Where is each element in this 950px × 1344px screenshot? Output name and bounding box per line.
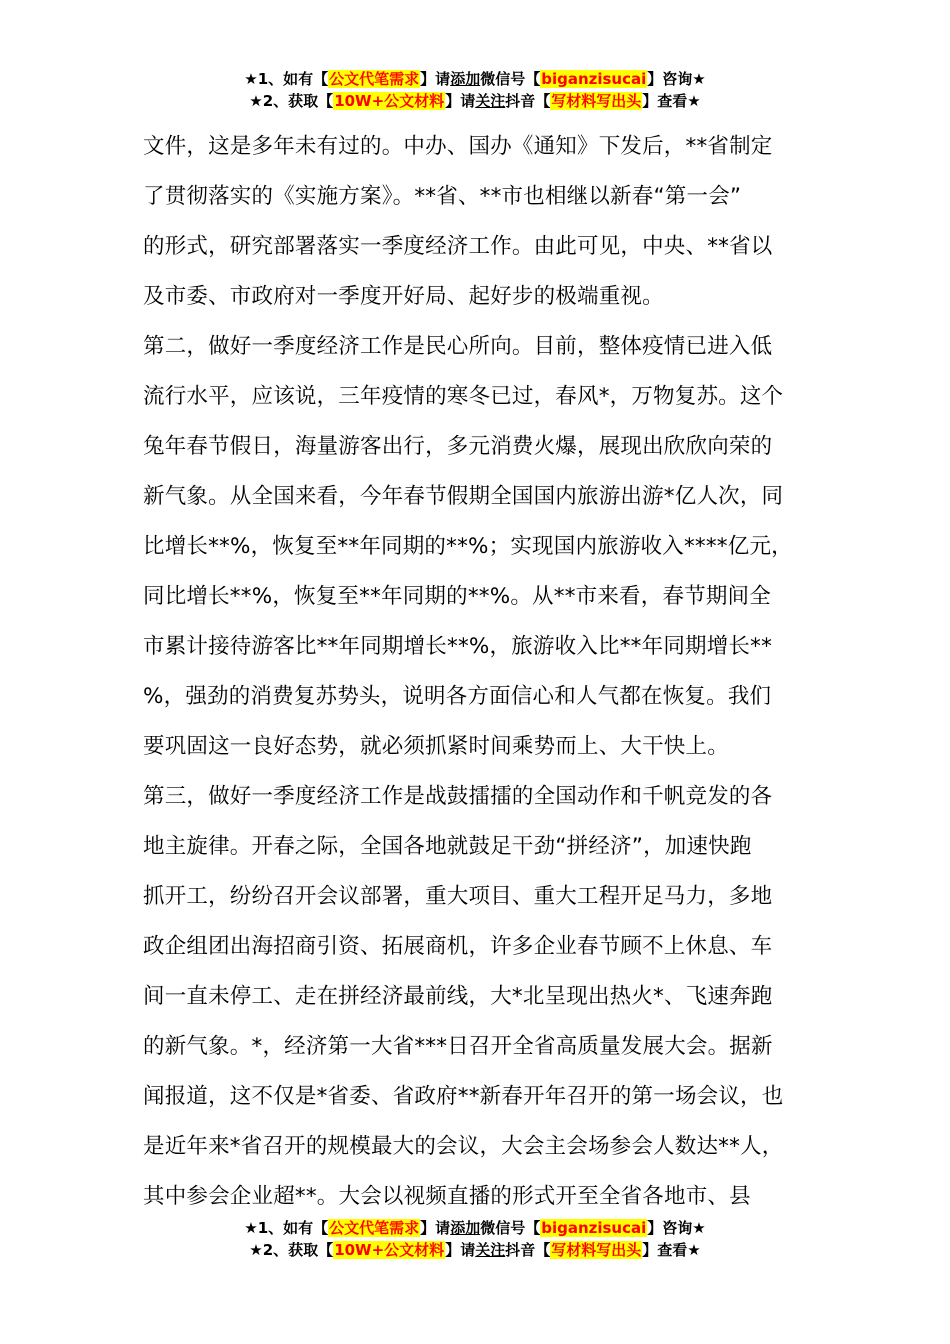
promo-highlight: 写材料写出头	[551, 1241, 642, 1259]
promo-line-1	[0, 1217, 950, 1239]
promo-line-1	[0, 68, 950, 90]
promo-underlined-text: 添加	[450, 70, 481, 88]
body-line: 地主旋律。开春之际，全国各地就鼓足干劲“拼经济”，加速快跑	[143, 834, 752, 859]
promo-line-2	[0, 90, 950, 112]
document-body	[143, 122, 823, 1222]
promo-highlight: biganzisucai	[541, 70, 647, 88]
promo-text: 】咨询★	[647, 1219, 706, 1237]
body-line: 闻报道，这不仅是*省委、省政府**新春开年召开的第一场会议，也	[143, 1084, 784, 1109]
promo-highlight: 10W+公文材料	[334, 92, 445, 110]
body-line: 要巩固这一良好态势，就必须抓紧时间乘势而上、大干快上。	[143, 734, 729, 759]
promo-text: 】请	[445, 1241, 476, 1259]
promo-text: 微信号【	[480, 70, 541, 88]
body-line: 了贯彻落实的《实施方案》。**省、**市也相继以新春“第一会”	[143, 184, 742, 209]
promo-text: 抖音【	[505, 92, 551, 110]
body-line: 其中参会企业超**。大会以视频直播的形式开至全省各地市、县	[143, 1184, 751, 1209]
body-line: 流行水平，应该说，三年疫情的寒冬已过，春风*，万物复苏。这个	[143, 384, 784, 409]
promo-text: 】请	[420, 70, 451, 88]
promo-text: 】咨询★	[647, 70, 706, 88]
promo-underlined-text: 关注	[475, 92, 506, 110]
promo-text: 】请	[445, 92, 476, 110]
body-line: %，强劲的消费复苏势头，说明各方面信心和人气都在恢复。我们	[143, 684, 772, 709]
body-line: 的新气象。*，经济第一大省***日召开全省高质量发展大会。据新	[143, 1034, 773, 1059]
promo-text: ★2、获取【	[249, 1241, 334, 1259]
promo-underlined-text: 关注	[475, 1241, 506, 1259]
body-line: 比增长**%，恢复至**年同期的**%；实现国内旅游收入****亿元，	[143, 534, 793, 559]
body-line: 抓开工，纷纷召开会议部署，重大项目、重大工程开足马力，多地	[143, 884, 773, 909]
header-promo-banner	[0, 68, 950, 112]
body-line: 的形式，研究部署落实一季度经济工作。由此可见，中央、**省以	[143, 234, 773, 259]
footer-promo-banner	[0, 1217, 950, 1261]
promo-text: 】查看★	[642, 1241, 701, 1259]
body-line: 市累计接待游客比**年同期增长**%，旅游收入比**年同期增长**	[143, 634, 773, 659]
body-line: 兔年春节假日，海量游客出行，多元消费火爆，展现出欣欣向荣的	[143, 434, 773, 459]
body-line: 是近年来*省召开的规模最大的会议，大会主会场参会人数达**人，	[143, 1134, 784, 1159]
promo-highlight: 10W+公文材料	[334, 1241, 445, 1259]
body-line: 间一直未停工、走在拼经济最前线，大*北呈现出热火*、飞速奔跑	[143, 984, 773, 1009]
promo-highlight: 公文代笔需求	[329, 70, 420, 88]
body-line: 及市委、市政府对一季度开好局、起好步的极端重视。	[143, 284, 664, 309]
body-line: 新气象。从全国来看，今年春节假期全国国内旅游出游*亿人次，同	[143, 484, 784, 509]
promo-highlight: 写材料写出头	[551, 92, 642, 110]
promo-text: ★2、获取【	[249, 92, 334, 110]
promo-text: ★1、如有【	[244, 1219, 329, 1237]
body-line: 政企组团出海招商引资、拓展商机，许多企业春节顾不上休息、车	[143, 934, 773, 959]
promo-line-2	[0, 1239, 950, 1261]
body-line: 第三，做好一季度经济工作是战鼓擂擂的全国动作和千帆竞发的各	[143, 784, 773, 809]
promo-highlight: biganzisucai	[541, 1219, 647, 1237]
body-line: 同比增长**%，恢复至**年同期的**%。从**市来看，春节期间全	[143, 584, 771, 609]
promo-underlined-text: 添加	[450, 1219, 481, 1237]
promo-text: 微信号【	[480, 1219, 541, 1237]
body-line: 文件，这是多年未有过的。中办、国办《通知》下发后，**省制定	[143, 134, 773, 159]
body-line: 第二，做好一季度经济工作是民心所向。目前，整体疫情已进入低	[143, 334, 773, 359]
promo-text: 抖音【	[505, 1241, 551, 1259]
promo-text: 】请	[420, 1219, 451, 1237]
promo-highlight: 公文代笔需求	[329, 1219, 420, 1237]
promo-text: 】查看★	[642, 92, 701, 110]
promo-text: ★1、如有【	[244, 70, 329, 88]
